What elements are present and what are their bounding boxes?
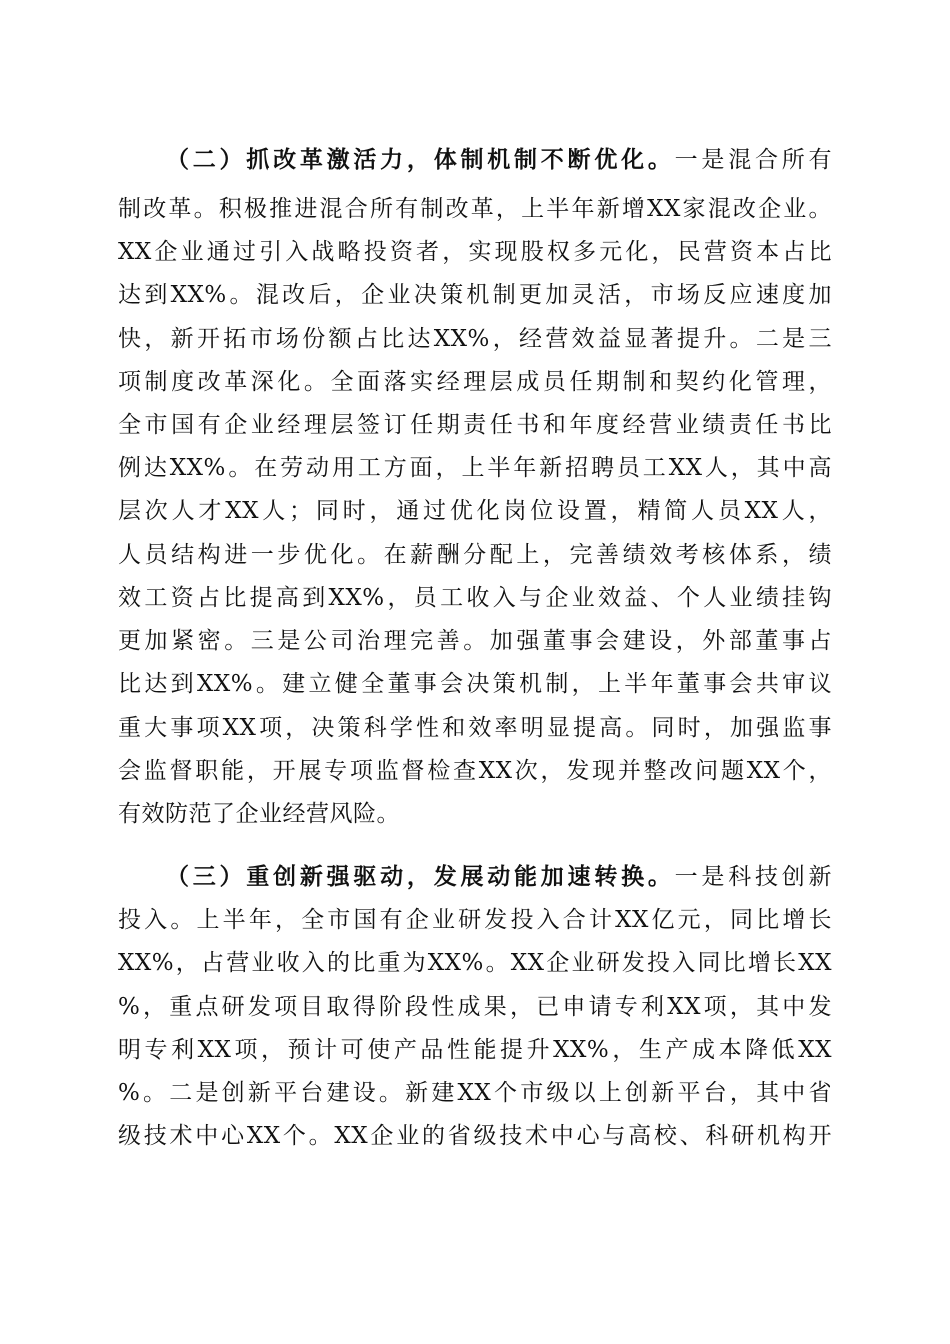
paragraph-2-line-1 <box>166 140 832 180</box>
paragraph-2-line-2: 制改革。积极推进混合所有制改革，上半年新增XX家混改企业。 <box>118 196 832 222</box>
paragraph-2-line-6: 项制度改革深化。全面落实经理层成员任期制和契约化管理， <box>118 369 832 395</box>
paragraph-3-line-5: 明专利XX项，预计可使产品性能提升XX%，生产成本降低XX <box>118 1037 832 1063</box>
paragraph-2-line-10: 人员结构进一步优化。在薪酬分配上，完善绩效考核体系，绩 <box>118 542 832 568</box>
paragraph-2-line-9: 层次人才XX人；同时，通过优化岗位设置，精简人员XX人， <box>118 498 832 524</box>
paragraph-2-line-14: 重大事项XX项，决策科学性和效率明显提高。同时，加强监事 <box>118 715 832 741</box>
paragraph-2-line-11: 效工资占比提高到XX%，员工收入与企业效益、个人业绩挂钩 <box>118 585 832 611</box>
paragraph-2-line-3: XX企业通过引入战略投资者，实现股权多元化，民营资本占比 <box>118 239 832 265</box>
paragraph-2-line-1-text: 一是混合所有 <box>674 147 833 173</box>
paragraph-2-line-13: 比达到XX%。建立健全董事会决策机制，上半年董事会共审议 <box>118 671 832 697</box>
paragraph-3-line-7: 级技术中心XX个。XX企业的省级技术中心与高校、科研机构开 <box>118 1123 832 1149</box>
paragraph-2-line-15: 会监督职能，开展专项监督检查XX次，发现并整改问题XX个， <box>118 758 832 784</box>
paragraph-2-line-5: 快，新开拓市场份额占比达XX%，经营效益显著提升。二是三 <box>118 326 832 352</box>
paragraph-2-heading: （二）抓改革激活力，体制机制不断优化。 <box>166 146 675 173</box>
paragraph-3-line-1 <box>166 857 832 897</box>
paragraph-3-line-2: 投入。上半年，全市国有企业研发投入合计XX亿元，同比增长 <box>118 907 832 933</box>
paragraph-3-line-3: XX%，占营业收入的比重为XX%。XX企业研发投入同比增长XX <box>118 950 832 976</box>
paragraph-2-line-7: 全市国有企业经理层签订任期责任书和年度经营业绩责任书比 <box>118 412 832 438</box>
paragraph-2-line-16: 有效防范了企业经营风险。 <box>118 801 400 827</box>
paragraph-3-line-6: %。二是创新平台建设。新建XX个市级以上创新平台，其中省 <box>118 1080 832 1106</box>
paragraph-3-line-1-text: 一是科技创新 <box>674 864 833 890</box>
paragraph-2-line-12: 更加紧密。三是公司治理完善。加强董事会建设，外部董事占 <box>118 628 832 654</box>
paragraph-3-heading: （三）重创新强驱动，发展动能加速转换。 <box>166 863 675 890</box>
paragraph-2-line-4: 达到XX%。混改后，企业决策机制更加灵活，市场反应速度加 <box>118 282 832 308</box>
paragraph-3-line-4: %，重点研发项目取得阶段性成果，已申请专利XX项，其中发 <box>118 994 832 1020</box>
paragraph-2-line-8: 例达XX%。在劳动用工方面，上半年新招聘员工XX人，其中高 <box>118 455 832 481</box>
